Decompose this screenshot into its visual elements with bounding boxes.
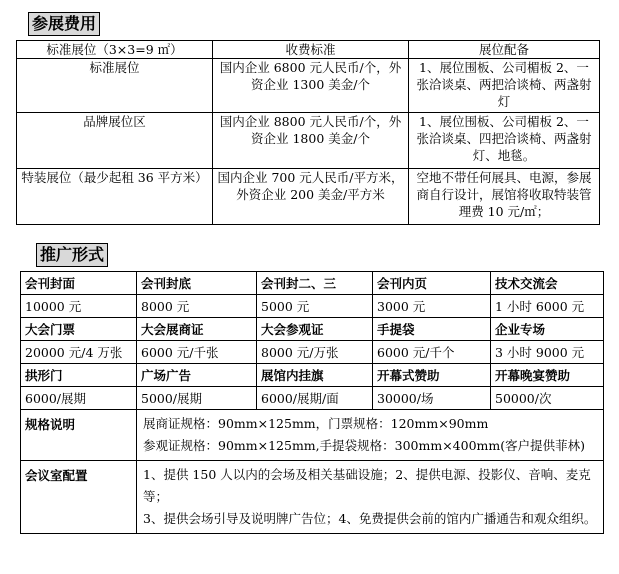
promo-value: 6000 元/千张 [137,341,257,364]
fee-header-equipment: 展位配备 [409,41,600,59]
booth-price: 国内企业 8800 元人民币/个，外资企业 1800 美金/个 [213,113,409,169]
promo-label: 拱形门 [21,364,137,387]
promo-value: 3 小时 9000 元 [491,341,604,364]
booth-type: 特装展位（最少起租 36 平方米） [17,169,213,225]
promo-label-row [21,272,604,295]
fee-header-price: 收费标准 [213,41,409,59]
promo-value-row [21,341,604,364]
promo-value: 5000 元 [257,295,373,318]
spec-row [21,410,604,461]
spec-line: 展商证规格：90mm×125mm，门票规格：120mm×90mm [143,416,489,431]
meeting-content [137,461,604,534]
promo-label-row [21,364,604,387]
promo-label: 手提袋 [373,318,491,341]
promo-value: 8000 元 [137,295,257,318]
meeting-line: 1、提供 150 人以内的会场及相关基础设施；2、提供电源、投影仪、音响、麦克等； [143,467,591,504]
promo-label: 开幕晚宴赞助 [491,364,604,387]
promo-label: 企业专场 [491,318,604,341]
fee-row-brand [17,113,600,169]
fee-header-type: 标准展位（3×3=9 ㎡） [17,41,213,59]
spec-label: 规格说明 [21,410,137,461]
promo-label: 大会参观证 [257,318,373,341]
fee-section-title: 参展费用 [28,12,100,36]
spec-line: 参观证规格：90mm×125mm,手提袋规格：300mm×400mm(客户提供菲林) [143,438,585,453]
promo-value: 8000 元/万张 [257,341,373,364]
promo-label: 会刊封面 [21,272,137,295]
meeting-line: 3、提供会场引导及说明牌广告位；4、免费提供会前的馆内广播通告和观众组织。 [143,511,597,526]
promo-label: 展馆内挂旗 [257,364,373,387]
promo-label: 技术交流会 [491,272,604,295]
promo-label: 会刊内页 [373,272,491,295]
promo-label: 会刊封底 [137,272,257,295]
booth-type: 品牌展位区 [17,113,213,169]
booth-price: 国内企业 6800 元人民币/个，外资企业 1300 美金/个 [213,59,409,113]
promo-label: 大会门票 [21,318,137,341]
fee-row-standard [17,59,600,113]
fee-row-special [17,169,600,225]
booth-equipment: 1、展位围板、公司楣板 2、一张洽谈桌、两把洽谈椅、两盏射灯 [409,59,600,113]
promo-label: 会刊封二、三 [257,272,373,295]
promo-value: 6000/展期 [21,387,137,410]
promo-value: 30000/场 [373,387,491,410]
promo-label: 大会展商证 [137,318,257,341]
meeting-row [21,461,604,534]
promo-value-row [21,295,604,318]
promo-value: 1 小时 6000 元 [491,295,604,318]
promo-label: 开幕式赞助 [373,364,491,387]
promo-table [20,271,604,534]
promo-label: 广场广告 [137,364,257,387]
promo-value: 6000 元/千个 [373,341,491,364]
promo-value: 20000 元/4 万张 [21,341,137,364]
fee-table [16,40,600,225]
booth-type: 标准展位 [17,59,213,113]
promo-value: 6000/展期/面 [257,387,373,410]
spec-content [137,410,604,461]
promo-label-row [21,318,604,341]
promo-value: 5000/展期 [137,387,257,410]
promo-value-row [21,387,604,410]
promo-value: 50000/次 [491,387,604,410]
fee-header-row [17,41,600,59]
booth-equipment: 空地不带任何展具、电源，参展商自行设计，展馆将收取特装管理费 10 元/㎡； [409,169,600,225]
promo-value: 10000 元 [21,295,137,318]
meeting-label: 会议室配置 [21,461,137,534]
promo-value: 3000 元 [373,295,491,318]
booth-equipment: 1、展位围板、公司楣板 2、一张洽谈桌、四把洽谈椅、两盏射灯、地毯。 [409,113,600,169]
booth-price: 国内企业 700 元人民币/平方米，外资企业 200 美金/平方米 [213,169,409,225]
promo-section-title: 推广形式 [36,243,108,267]
